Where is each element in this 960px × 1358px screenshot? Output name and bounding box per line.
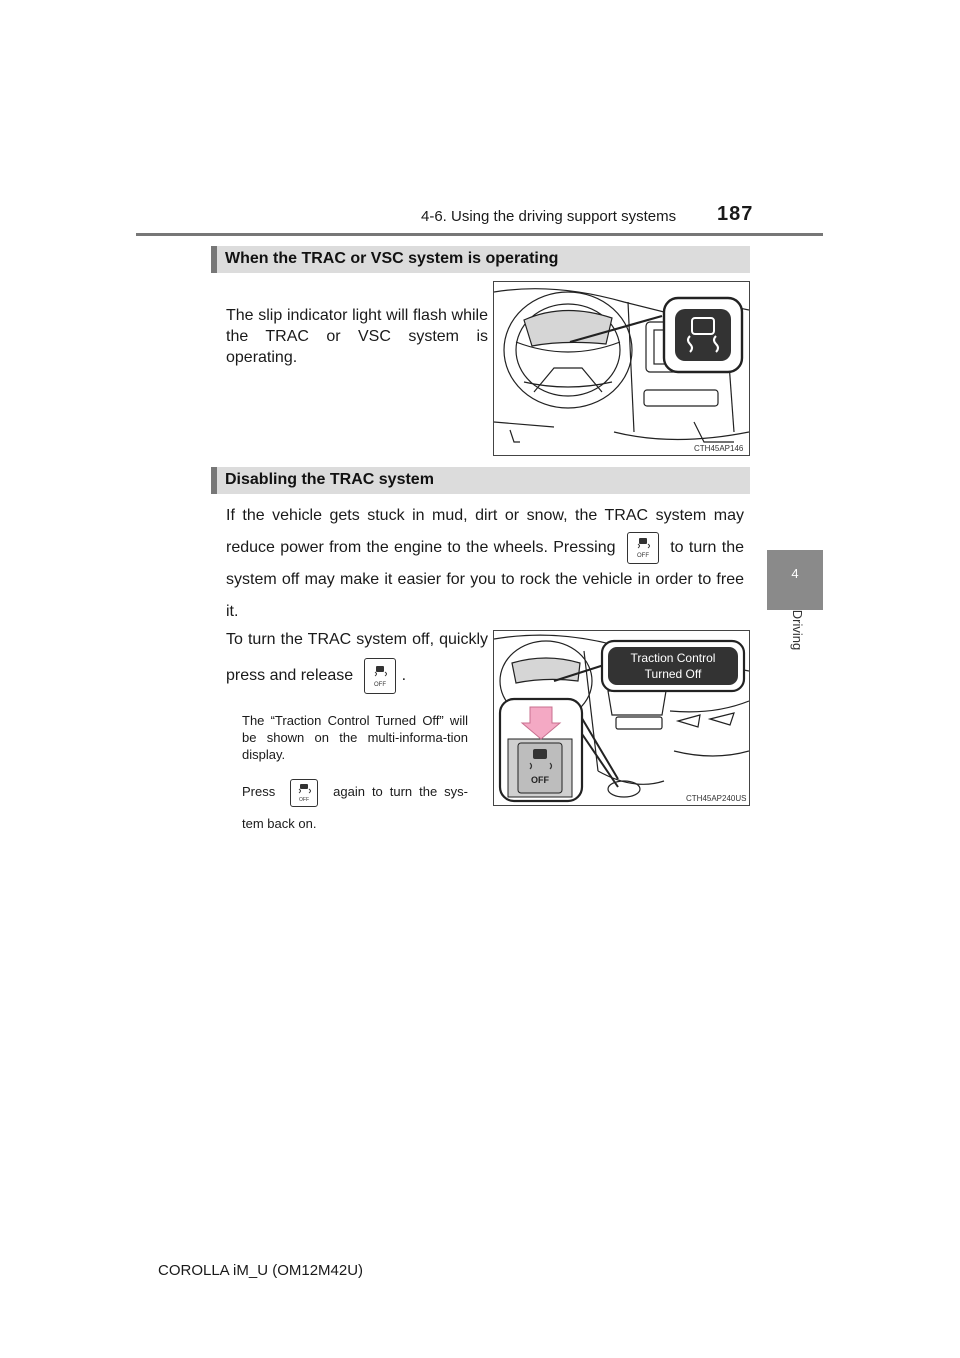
para2-text-a: To turn the TRAC system off, quickly press and release bbox=[226, 631, 488, 685]
dashboard-button-illustration bbox=[494, 631, 749, 805]
svg-text:OFF: OFF bbox=[636, 553, 649, 559]
chapter-number: 4 bbox=[791, 566, 799, 581]
section-heading-disabling bbox=[211, 467, 750, 494]
section1-body: The slip indicator light will flash while the TRAC or VSC system is operating. bbox=[226, 307, 488, 366]
note2-text-b: again to turn the sys-tem back on. bbox=[242, 784, 468, 831]
para1-text-b: to turn the system off may make it easier for you to rock the vehicle in order to free it. bbox=[226, 539, 745, 621]
chapter-label: Driving bbox=[790, 609, 805, 651]
para1-text-a: If the vehicle gets stuck in mud, dirt or snow, the TRAC system may reduce power from the engine to the wheels. Pressing bbox=[226, 507, 744, 557]
traction-control-figure bbox=[493, 630, 750, 806]
vsc-off-button-icon bbox=[627, 532, 659, 564]
vsc-off-button-icon bbox=[290, 779, 318, 807]
footer-model: COROLLA iM_U (OM12M42U) bbox=[158, 1262, 364, 1279]
section2-para2 bbox=[226, 622, 488, 694]
section-heading-operating bbox=[211, 246, 750, 273]
figure-code: CTH45AP240US bbox=[686, 794, 747, 803]
display-line1: Traction Control bbox=[630, 651, 716, 665]
note-turn-back-on bbox=[242, 776, 468, 840]
note-display-message: The “Traction Control Turned Off” will be shown on the multi-informa-tion display. bbox=[242, 713, 468, 762]
note2-text-a: Press bbox=[242, 784, 276, 799]
section-heading-text: Disabling the TRAC system bbox=[225, 471, 434, 488]
header-section-title: 4-6. Using the driving support systems bbox=[421, 208, 677, 225]
svg-text:OFF: OFF bbox=[299, 796, 310, 803]
para2-text-b: . bbox=[401, 667, 407, 685]
page-number: 187 bbox=[717, 203, 754, 225]
vsc-off-button-icon bbox=[364, 658, 396, 694]
switch-off-label: OFF bbox=[531, 775, 549, 785]
section-heading-text: When the TRAC or VSC system is operating bbox=[225, 250, 559, 267]
dashboard-illustration bbox=[494, 282, 749, 455]
display-line2: Turned Off bbox=[644, 667, 702, 681]
svg-text:OFF: OFF bbox=[373, 682, 386, 688]
header-rule bbox=[136, 233, 823, 236]
section2-para1 bbox=[226, 500, 744, 628]
slip-indicator-figure bbox=[493, 281, 750, 456]
figure-code: CTH45AP146 bbox=[694, 444, 744, 453]
